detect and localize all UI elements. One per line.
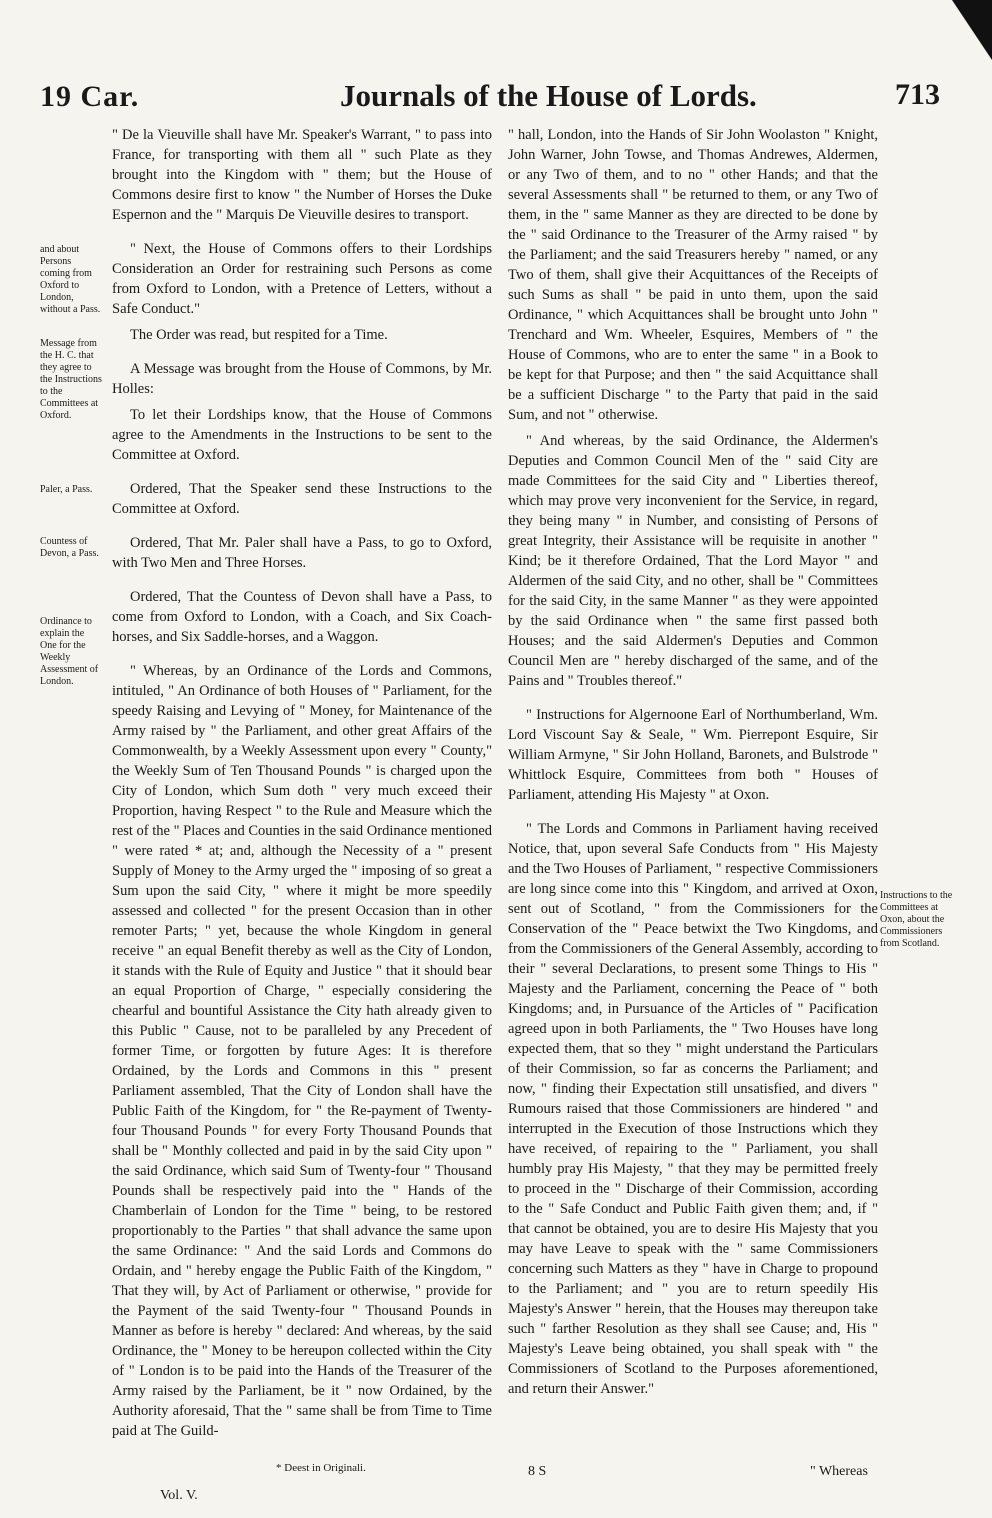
paragraph: " And whereas, by the said Ordinance, the Aldermen's Deputies and Common Council Men of the " said City are made Committees for the said City and " Liberties thereof, which may prove very inconvenient for the Service, in regard, they being many " in Number, and consisting of Persons of great Integrity, their Assistance will be requisite in another " Kind; be it therefore Ordained, That the Lord Mayor " and Aldermen of the said City, and no other, shall be " Committees for the said City, in the same Manner " as they were appointed by the said Ordinance when " the same first passed both Houses; and the said Aldermen's Deputies and Common Council Men are " hereby discharged of the same, and of the Pains and " Troubles thereof." xyxy=(508,433,878,689)
header-title: Journals of the House of Lords. xyxy=(340,78,757,113)
margin-note-paler: Paler, a Pass. xyxy=(40,484,93,495)
header-page-number: 713 xyxy=(895,78,940,111)
footnote: * Deest in Originali. xyxy=(276,1462,366,1474)
paragraph: A Message was brought from the House of Commons, by Mr. Holles: xyxy=(112,361,492,397)
left-column xyxy=(112,125,492,1447)
paragraph: " Whereas, by an Ordinance of the Lords and Commons, intituled, " An Ordinance of both Houses of " Parliament, for the speedy Raising and Levying of " Money, for Maintenance of the Army raised by " the Parliament, and other great Affairs of the Commonwealth, by a Weekly Assessment upon every " County," the Weekly Sum of Ten Thousand Pounds " is charged upon the City of London, which Sum doth " very much exceed their Proportion, having Respect " to the Rule and Measure which the rest of the " Places and Counties in the said Ordinance mentioned " were rated * at; and, although the Necessity of a " present Supply of Money to the Army urged the " imposing of so great a Sum upon the said City, " where it might be more speedily assessed and collected " for the present Occasion than in other remoter Parts; " yet, because the whole Kingdom in general receive " an equal Benefit thereby as well as the City of London, it stands with the Rule of Equity and Justice " that it should bear an equal Proportion of Charge, " especially considering the chearful and bountiful Assistance the City hath already given to this Public " Cause, not to be paralleled by any Precedent of former Time, or forgotten by future Ages: It is therefore Ordained, by the Lords and Commons in this " present Parliament assembled, That the City of London shall have the Public Faith of the Kingdom, for " the Re-payment of Twenty-four Thousand Pounds " for every Forty Thousand Pounds that shall be " Monthly collected and paid in by the said City upon " the said Ordinance, which said Sum of Twenty-four " Thousand Pounds shall be respectively paid into the " Hands of the Chamberlain of London for the Time " being, to be restored proportionably to the Parties " that shall advance the same upon the same Ordinance: " And the said Lords and Commons do Ordain, and " hereby engage the Public Faith of the Kingdom, " That they will, by Act of Parliament or otherwise, " provide for the Payment of the said Twenty-four " Thousand Pounds in Manner as before is hereby " declared: And whereas, by the said Ordinance, the " Money to be hereupon collected within the City of " London is to be paid into the Hands of the Treasurer of the Army raised by the Parliament, be it " now Ordained, by the Authority aforesaid, That the " same shall be from Time to Time paid at The Guild- xyxy=(112,663,493,1439)
page-corner-fold xyxy=(952,0,992,60)
paragraph: The Order was read, but respited for a Time. xyxy=(130,327,388,343)
margin-note-devon: Countess of Devon, a Pass. xyxy=(40,536,99,559)
paragraph: " hall, London, into the Hands of Sir John Woolaston " Knight, John Warner, John Towse, and Thomas Andrewes, Aldermen, or any Two of them, and to no " other Hands; and that the several Assessments shall " be returned to them, or any Two of them, in the " same Manner as they are directed to be done by the " said Ordinance to the Treasurer of the Army raised " by the Parliament; and the said Treasurers hereby " named, or any Two of them, shall give their Acquittances of the Receipts of such Sums as shall " be paid in unto them, upon the said Ordinance, " which Acquittances shall be brought unto John " Trenchard and Wm. Wheeler, Esquires, Members of " the House of Commons, who are to enter the same " in a Book to be kept for that Purpose; and then " the said Acquittance shall be a sufficient Discharge " to the Party that paid in the said Sum, and not " otherwise. xyxy=(508,127,878,423)
margin-note-ordinance: Ordinance to explain the One for the Weekly Assessment of London. xyxy=(40,616,99,687)
signature-mark: 8 S xyxy=(528,1464,547,1479)
margin-note-message: Message from the H. C. that they agree to the Instructions to the Committees at Oxford. xyxy=(40,338,102,421)
paragraph: Ordered, That Mr. Paler shall have a Pass, to go to Oxford, with Two Men and Three Horses. xyxy=(112,535,492,571)
paragraph: To let their Lordships know, that the House of Commons agree to the Amendments in the Instructions to be sent to the Committee at Oxford. xyxy=(112,407,492,463)
volume-label: Vol. V. xyxy=(160,1488,198,1503)
margin-note-instructions: Instructions to the Committees at Oxon, about the Commissioners from Scotland. xyxy=(880,890,953,949)
paragraph: " Instructions for Algernoone Earl of Northumberland, Wm. Lord Viscount Say & Seale, " Wm. Pierrepont Esquire, Sir William Armyne, " Sir John Holland, Baronets, and Bulstrode " Whittlock Esquire, Committees from both " Houses of Parliament, attending His Majesty " at Oxon. xyxy=(508,707,878,803)
right-column xyxy=(508,125,878,1405)
catchword: " Whereas xyxy=(810,1464,868,1479)
paragraph: " The Lords and Commons in Parliament having received Notice, that, upon several Safe Conducts from " His Majesty and the Two Houses of Parliament, " respective Commissioners are long since come into this " Kingdom, and arrived at Oxon, sent out of Scotland, " from the Commissioners for the Conservation of the " Peace betwixt the Two Kingdoms, and from the Commissioners of the General Assembly, according to their " several Declarations, to present some Things to His " Majesty and the Parliament, concerning the Peace of " both Kingdoms; and, in Pursuance of the Articles of " Pacification agreed upon in both Parliaments, the " Two Houses have long expected them, that so they " might understand the Particulars of their Commission, so far as concerns the Parliament; and now, " finding their Expectation still unsatisfied, and divers " Rumours raised that those Commissioners are hindered " and interrupted in the Execution of those Instructions which they have received, of repairing to the " Parliament, you shall humbly pray His Majesty, " that they may be permitted freely to proceed in the " Discharge of their Commission, according to the " Safe Conduct and Public Faith given them; and, if " that cannot be obtained, you are to desire His Majesty that you may have Leave to speak with the " same Commissioners concerning such Matters as they " have in Charge to propound to the Parliament; and " you are to return speedily His Majesty's Answer " herein, that the Houses may thereupon take such " farther Resolution as they shall see Cause; and, His " Majesty's Leave being obtained, you shall speak with " the Commissioners of Scotland to the Purposes aforementioned, and return their Answer." xyxy=(508,821,878,1397)
paragraph: " Next, the House of Commons offers to their Lordships Consideration an Order for restraining such Persons as come from Oxford to London, with a Pretence of Letters, without a Safe Conduct." xyxy=(112,241,492,317)
paragraph: " De la Vieuville shall have Mr. Speaker's Warrant, " to pass into France, for transporting with them all " such Plate as they brought into the Kingdom with " them; but the House of Commons desire first to know " the Number of Horses the Duke Espernon and the " Marquis De Vieuville desires to transport. xyxy=(112,127,492,223)
header-regnal-year: 19 Car. xyxy=(40,80,140,113)
running-header xyxy=(40,72,940,122)
paragraph: Ordered, That the Countess of Devon shall have a Pass, to come from Oxford to London, with a Coach, and Six Coach-horses, and Six Saddle-horses, and a Waggon. xyxy=(112,589,492,645)
margin-note-persons: and about Persons coming from Oxford to London, without a Pass. xyxy=(40,244,101,315)
paragraph: Ordered, That the Speaker send these Instructions to the Committee at Oxford. xyxy=(112,481,492,517)
